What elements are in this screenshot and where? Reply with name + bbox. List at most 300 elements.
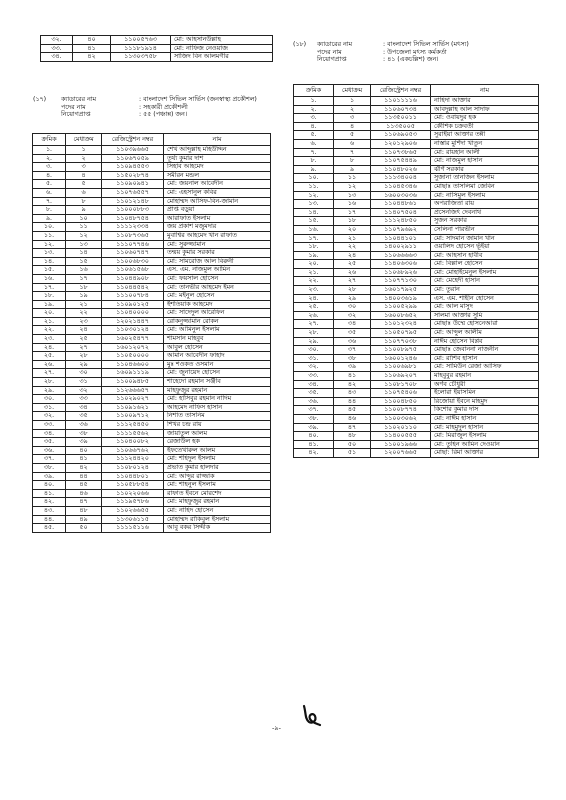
- serial-cell: ৫.: [294, 131, 334, 140]
- name-cell: রোকনুজ্জামান রোকন: [164, 317, 271, 326]
- name-cell: মো: জুনায়েদ হোসেন: [164, 369, 271, 378]
- name-cell: মো: মাহফুজুর রহমান: [164, 498, 271, 507]
- merit-cell: ১৩: [334, 191, 371, 200]
- name-cell: রিজোয়া ইবনে মাহমুদ: [431, 397, 539, 406]
- name-cell: মো: রায়হান আলী: [431, 148, 539, 157]
- name-cell: জয় প্রকাশ মজুমদার: [164, 223, 271, 232]
- serial-cell: ২৫.: [33, 352, 66, 361]
- name-cell: অপরাজিতা রায়: [431, 200, 539, 209]
- serial-cell: ২৩.: [294, 286, 334, 295]
- merit-cell: ৩০: [334, 303, 371, 312]
- merit-cell: ৯: [334, 165, 371, 174]
- registration-cell: ১১০৭৯৬৯২: [371, 225, 431, 234]
- name-cell: সুজানা তানজিন ইসলাম: [431, 174, 539, 183]
- name-cell: মো: নাহিদ হোসেন: [164, 506, 271, 515]
- post-label: পদের নাম: [317, 48, 342, 56]
- merit-cell: ৩৪: [66, 403, 102, 412]
- serial-cell: ২৭.: [33, 369, 66, 378]
- registration-cell: ১১৪০৬৩০৬: [371, 260, 431, 269]
- serial-cell: ৪২.: [33, 498, 66, 507]
- name-cell: মো: রাশিব হাসান: [431, 354, 539, 363]
- table-row: [294, 131, 539, 140]
- registration-cell: ১১০৭৩৮৬৫: [371, 148, 431, 157]
- table-row: [33, 489, 271, 498]
- serial-cell: ২৯.: [33, 386, 66, 395]
- merit-cell: ২৭: [66, 343, 102, 352]
- merit-cell: ৪১: [334, 372, 371, 381]
- name-cell: তন্ময় কুমার সরকার: [164, 249, 271, 258]
- name-cell: মো: নাঈম হাসান: [431, 414, 539, 423]
- merit-cell: ৪৫: [334, 406, 371, 415]
- table-row: [33, 438, 271, 447]
- registration-cell: ১৬০০৩০৩৬: [371, 191, 431, 200]
- table-row: [33, 197, 271, 206]
- merit-cell: ২৩: [66, 317, 102, 326]
- merit-cell: ১১: [66, 223, 102, 232]
- table-row: [33, 343, 271, 352]
- registration-cell: ১১১০০৭৮৪: [102, 292, 164, 301]
- table-row: [294, 372, 539, 381]
- merit-cell: ৫১: [334, 449, 371, 458]
- serial-cell: ৬.: [294, 139, 334, 148]
- section-17-table: [32, 133, 271, 533]
- table-row: [294, 414, 539, 423]
- post-value: : সহকারী প্রকৌশলী: [139, 103, 188, 111]
- registration-cell: ১১০৪৫৩৪৬: [371, 182, 431, 191]
- serial-cell: ১.: [33, 146, 66, 155]
- serial-cell: ১.: [294, 97, 334, 106]
- registration-cell: ১১০৮১৭০৮: [371, 380, 431, 389]
- serial-cell: ১৪.: [294, 208, 334, 217]
- registration-cell: ১৬০০১২৪৬: [371, 354, 431, 363]
- name-cell: প্রাপ্ত বড়ুয়া: [164, 206, 271, 215]
- registration-cell: ১১৩০৩৭৫৮: [111, 53, 171, 62]
- serial-cell: ৩৯.: [33, 472, 66, 481]
- table-row: [294, 303, 539, 312]
- name-cell: সুরাইয়া আক্তার তন্নী: [431, 131, 539, 140]
- table-row: [294, 406, 539, 415]
- cadre-label: ক্যাডারের নাম: [317, 41, 353, 48]
- serial-cell: ১৩.: [33, 249, 66, 258]
- registration-cell: ১২০০৭৬৬৫: [371, 449, 431, 458]
- registration-cell: ১১০১২৩২৪: [371, 320, 431, 329]
- table-row: [33, 300, 271, 309]
- merit-cell: ৪: [334, 122, 371, 131]
- table-row: [33, 515, 271, 524]
- serial-cell: ১৮.: [33, 292, 66, 301]
- serial-cell: ৩৬.: [294, 397, 334, 406]
- table-row: [294, 139, 539, 148]
- table-row: [294, 423, 539, 432]
- registration-cell: ১১০০৪৮৫০: [371, 397, 431, 406]
- name-cell: এস. এম. শাহীন হোসেন: [431, 294, 539, 303]
- section-18-meta: [293, 41, 469, 64]
- merit-cell: ৪৬: [334, 414, 371, 423]
- serial-cell: ৩৫.: [33, 438, 66, 447]
- registration-cell: ১১০৬৬৬৬৩: [371, 251, 431, 260]
- merit-cell: ২৮: [334, 286, 371, 295]
- registration-cell: ১১০০৮৯৭৫: [371, 346, 431, 355]
- name-cell: শিখর চন্দ্র রায়: [164, 421, 271, 430]
- serial-cell: ৪০.: [33, 481, 66, 490]
- registration-cell: ১১১১৫৫৬২: [102, 429, 164, 438]
- header-serial: ক্রমিক: [33, 134, 66, 146]
- registration-cell: ১১০৬০৭৩৪: [371, 105, 431, 114]
- table-row: [33, 360, 271, 369]
- header-merit: মেধাক্রম: [334, 85, 371, 97]
- merit-cell: ২: [66, 154, 102, 163]
- registration-cell: ১১০০৯৭১২: [102, 412, 164, 421]
- merit-cell: ১: [66, 146, 102, 155]
- serial-cell: ৩৮.: [294, 414, 334, 423]
- table-row: [294, 225, 539, 234]
- registration-cell: ১১০৯১৬২১: [102, 403, 164, 412]
- serial-cell: ১০.: [33, 223, 66, 232]
- serial-cell: ৬.: [33, 188, 66, 197]
- merit-cell: ৫০: [66, 524, 102, 533]
- name-cell: নিশাত তাসনিম: [164, 412, 271, 421]
- merit-cell: ৩: [334, 114, 371, 123]
- registration-cell: ১১১১৫১১৬: [102, 524, 164, 533]
- name-cell: আমান আবেদীন ফাহাদ: [164, 352, 271, 361]
- page-number: -৯-: [272, 724, 281, 732]
- serial-cell: ২৩.: [33, 335, 66, 344]
- merit-cell: ১৪: [66, 249, 102, 258]
- registration-cell: ১১০৬৮৯২৬: [371, 268, 431, 277]
- registration-cell: ১১১২৪৪২০: [102, 455, 164, 464]
- registration-cell: ১১০৮৭৩৬৫: [102, 231, 164, 240]
- table-row: [294, 363, 539, 372]
- name-cell: মো: সামরোজ আল বিরুনী: [164, 257, 271, 266]
- merit-cell: ৪৮: [334, 432, 371, 441]
- table-row: [33, 326, 271, 335]
- serial-cell: ৮.: [294, 157, 334, 166]
- registration-cell: ১১০৪৪১০১: [371, 234, 431, 243]
- name-cell: নাস্তার মুর্শিদা খাতুন: [431, 139, 539, 148]
- name-cell: সালমা আক্তার সুমি: [431, 311, 539, 320]
- name-cell: জায়াতুল আলম: [164, 429, 271, 438]
- serial-cell: ৩১.: [294, 354, 334, 363]
- name-cell: অর্ণব চৌধুরী: [431, 380, 539, 389]
- table-row: [33, 283, 271, 292]
- serial-cell: ৩০.: [294, 346, 334, 355]
- name-cell: মাহবুবুর রহমান: [431, 372, 539, 381]
- registration-cell: ১১০০৮৭৭৪: [371, 406, 431, 415]
- serial-cell: ১৯.: [294, 251, 334, 260]
- registration-cell: ১১০০৫৭৬৩: [111, 36, 171, 45]
- name-cell: মোছাঃ উম্মে হোসনেআরা: [431, 320, 539, 329]
- name-cell: এস. এম. নাজমুল আমিন: [164, 266, 271, 275]
- serial-cell: ২৫.: [294, 303, 334, 312]
- merit-cell: ৩২: [334, 311, 371, 320]
- name-cell: মো: মোহাইমেনুল ইসলাম: [431, 268, 539, 277]
- registration-cell: ১১০৬৯২০৭: [371, 372, 431, 381]
- registration-cell: ১২০১২৯০৬: [371, 139, 431, 148]
- table-row: [33, 317, 271, 326]
- serial-cell: ১১.: [294, 182, 334, 191]
- table-row: [294, 389, 539, 398]
- name-cell: মো: শহিদুল ইসলাম: [164, 455, 271, 464]
- serial-cell: ৪৩.: [33, 506, 66, 515]
- serial-cell: ২২.: [33, 326, 66, 335]
- table-row: [294, 294, 539, 303]
- serial-cell: ৪২.: [294, 449, 334, 458]
- registration-cell: ১১৪০৭৫০৪: [371, 208, 431, 217]
- registration-cell: ১১১১২৩৩৪: [102, 223, 164, 232]
- table-row: [33, 412, 271, 421]
- table-row: [294, 286, 539, 295]
- appointed-value: : ৪১ (একচল্লিশ) জন।: [383, 56, 439, 63]
- table-row: [294, 200, 539, 209]
- merit-cell: ১৮: [66, 283, 102, 292]
- registration-cell: ১১০৪০০০০: [102, 309, 164, 318]
- name-cell: শাহেদো রহমান সঞ্জীব: [164, 378, 271, 387]
- name-cell: মোছাঃ জেবাননা নাজনীন: [431, 346, 539, 355]
- table-row: [294, 234, 539, 243]
- serial-cell: ২১.: [33, 317, 66, 326]
- table-row: [33, 309, 271, 318]
- merit-cell: ৫০: [334, 440, 371, 449]
- serial-cell: ২২.: [294, 277, 334, 286]
- merit-cell: ১২: [66, 231, 102, 240]
- name-cell: মো: সুরুজ্জামান: [164, 240, 271, 249]
- registration-cell: ১১০৭৭১৩০: [371, 277, 431, 286]
- merit-cell: ৪০: [73, 36, 111, 45]
- name-cell: মো: শাহনুল ইসলাম: [164, 481, 271, 490]
- table-row: [41, 53, 273, 62]
- merit-cell: ৩৪: [334, 320, 371, 329]
- table-row: [294, 354, 539, 363]
- merit-cell: ৪৭: [66, 498, 102, 507]
- merit-cell: ১৩: [66, 240, 102, 249]
- table-row: [33, 335, 271, 344]
- registration-cell: ১১০৬১৫৬৮: [102, 266, 164, 275]
- serial-cell: ৮.: [33, 206, 66, 215]
- table-row: [33, 171, 271, 180]
- serial-cell: ৩২.: [33, 412, 66, 421]
- table-row: [294, 260, 539, 269]
- table-row: [294, 449, 539, 458]
- name-cell: মো: সাদমান জামান খান: [431, 234, 539, 243]
- merit-cell: ৩৯: [66, 438, 102, 447]
- merit-cell: ৮: [334, 157, 371, 166]
- table-row: [294, 122, 539, 131]
- cadre-value: : বাংলাদেশ সিভিল সার্ভিস (মৎস্য): [383, 41, 469, 48]
- registration-cell: ১১০৭৭০৩৮: [371, 337, 431, 346]
- registration-cell: ১১০০৬৯৮১: [371, 363, 431, 372]
- merit-cell: ১০: [66, 214, 102, 223]
- serial-cell: ৩৮.: [33, 463, 66, 472]
- table-row: [294, 105, 539, 114]
- registration-cell: ১৬০৯১১১৯: [102, 369, 164, 378]
- serial-cell: ৩৪.: [294, 380, 334, 389]
- merit-cell: ৪০: [66, 446, 102, 455]
- registration-cell: ১২০২১৪৪৭: [102, 317, 164, 326]
- table-row: [33, 249, 271, 258]
- serial-cell: ৪০.: [294, 432, 334, 441]
- registration-cell: ১১০৬০৭৪৭: [102, 249, 164, 258]
- merit-cell: ১৬: [66, 266, 102, 275]
- merit-cell: ৩৫: [334, 329, 371, 338]
- appointed-value: : ৫৫ (পঞ্চান্ন) জন।: [139, 111, 188, 118]
- merit-cell: ২৫: [66, 335, 102, 344]
- table-row: [33, 524, 271, 533]
- serial-cell: ৯.: [294, 165, 334, 174]
- name-cell: মো: মইনুল হোসেন: [164, 292, 271, 301]
- merit-cell: ৫: [334, 131, 371, 140]
- name-cell: সুজন সরকার: [431, 217, 539, 226]
- name-cell: প্রভাত কুমার হালদার: [164, 463, 271, 472]
- table-row: [294, 97, 539, 106]
- serial-cell: ২৭.: [294, 320, 334, 329]
- serial-cell: ৩৬.: [33, 446, 66, 455]
- name-cell: নাহিদা আক্তার: [431, 97, 539, 106]
- registration-cell: ১৬০১৭৯২৫: [371, 286, 431, 295]
- name-cell: মো: নাসিমুল ইসলাম: [431, 191, 539, 200]
- registration-cell: ১১১২৫৪৫০: [102, 421, 164, 430]
- name-cell: মো: তুহিন আমিন দেওয়ান: [431, 440, 539, 449]
- serial-cell: ২৪.: [33, 343, 66, 352]
- name-cell: মো: ফয়সাল হোসেন: [164, 274, 271, 283]
- serial-cell: ১৭.: [294, 234, 334, 243]
- name-cell: মো: মিরাজুল ইসলাম: [431, 432, 539, 441]
- name-cell: মো: হাসিবুর রহমান নাদিম: [164, 395, 271, 404]
- name-cell: মো: আব্দুর রাজ্জাক: [164, 472, 271, 481]
- merit-cell: ৩৫: [66, 412, 102, 421]
- merit-cell: ৪২: [66, 463, 102, 472]
- serial-cell: ৭.: [33, 197, 66, 206]
- table-row: [294, 329, 539, 338]
- merit-cell: ৪৫: [66, 481, 102, 490]
- table-row: [33, 429, 271, 438]
- name-cell: ঝঁর্ণি সরকার: [431, 165, 539, 174]
- table-row: [33, 386, 271, 395]
- name-cell: কিশোর কুমার দাস: [431, 406, 539, 415]
- table-row: [33, 231, 271, 240]
- table-row: [33, 352, 271, 361]
- name-cell: সেলিনা পারভীন: [431, 225, 539, 234]
- table-row: [294, 148, 539, 157]
- table-row: [294, 165, 539, 174]
- merit-cell: ৩৯: [334, 363, 371, 372]
- merit-cell: ৬: [334, 139, 371, 148]
- table-row: [33, 378, 271, 387]
- serial-cell: ২৮.: [33, 378, 66, 387]
- serial-cell: ৩৯.: [294, 423, 334, 432]
- continuation-table: [40, 35, 273, 62]
- registration-cell: ১১০৬৭০৫৯: [102, 154, 164, 163]
- merit-cell: ৯: [66, 206, 102, 215]
- registration-cell: ১১০০১৯৬৬: [371, 440, 431, 449]
- name-cell: কৌশিক চক্রবর্তী: [431, 122, 539, 131]
- table-row: [33, 455, 271, 464]
- registration-cell: ১১০৪৮৭৫৪: [102, 214, 164, 223]
- table-row: [33, 472, 271, 481]
- name-cell: মুবাশ্বির আহমেদ খান রাফাত: [164, 231, 271, 240]
- name-cell: মো: নাজমুল হাসান: [431, 157, 539, 166]
- merit-cell: ২১: [66, 300, 102, 309]
- registration-cell: ১১০৯৪৫৫৩: [102, 163, 164, 172]
- table-row: [33, 506, 271, 515]
- merit-cell: ১৭: [66, 274, 102, 283]
- merit-cell: ৩৬: [334, 337, 371, 346]
- merit-cell: ২৮: [66, 352, 102, 361]
- serial-cell: ২০.: [33, 309, 66, 318]
- table-row: [294, 346, 539, 355]
- name-cell: তূর্য্য কুমার দাশ: [164, 154, 271, 163]
- serial-cell: ৪.: [33, 171, 66, 180]
- table-row: [294, 251, 539, 260]
- name-cell: মো: বিল্লাল হোসেন: [431, 260, 539, 269]
- table-row: [294, 432, 539, 441]
- table-row: [33, 421, 271, 430]
- merit-cell: ১৭: [334, 208, 371, 217]
- serial-cell: ১৪.: [33, 257, 66, 266]
- registration-cell: ১১০০৬৮৩০: [102, 257, 164, 266]
- registration-cell: ১১০৭৫৪০৬: [371, 389, 431, 398]
- registration-cell: ১১০৬৬৭৬২: [102, 446, 164, 455]
- registration-cell: ১১১২৪৮৫০: [371, 217, 431, 226]
- name-cell: মোছা: রিমা আক্তার: [431, 449, 539, 458]
- header-registration: রেজিস্ট্রেশন নম্বর: [102, 134, 164, 146]
- serial-cell: ১৫.: [294, 217, 334, 226]
- merit-cell: ৩: [66, 163, 102, 172]
- name-cell: মাহফুজুর রহমান: [164, 386, 271, 395]
- serial-cell: ৪.: [294, 122, 334, 131]
- merit-cell: ৪৭: [334, 423, 371, 432]
- merit-cell: ৭: [334, 148, 371, 157]
- table-row: [33, 403, 271, 412]
- registration-cell: ১১০৩০১২৪: [102, 326, 164, 335]
- serial-cell: ৭.: [294, 148, 334, 157]
- merit-cell: ৩৬: [66, 421, 102, 430]
- table-row: [33, 240, 271, 249]
- post-value: : উপজেলা মৎস্য কর্মকর্তা: [383, 48, 447, 56]
- name-cell: মো: ওবায়দুর হক: [431, 114, 539, 123]
- serial-cell: ৩.: [33, 163, 66, 172]
- name-cell: সাজিদ বিন আলমগীর: [171, 53, 273, 62]
- serial-cell: ৩৭.: [294, 406, 334, 415]
- name-cell: মো: আল মাসুদ: [431, 303, 539, 312]
- registration-cell: ১১৫০২৮৭৪: [102, 171, 164, 180]
- name-cell: মোহাম্মদ রাকিবুল ইসলাম: [164, 515, 271, 524]
- merit-cell: ৪২: [334, 380, 371, 389]
- name-cell: মো: মেহেদী হাসান: [431, 277, 539, 286]
- registration-cell: ১১২৬৬৬৫৭: [102, 386, 164, 395]
- table-row: [41, 36, 273, 45]
- name-cell: নাঈম হোসেন বিপ্লব: [431, 337, 539, 346]
- serial-cell: ৩৪.: [33, 429, 66, 438]
- merit-cell: ২৭: [334, 277, 371, 286]
- merit-cell: ৪৪: [66, 472, 102, 481]
- merit-cell: ১৬: [334, 200, 371, 209]
- merit-cell: ৩৮: [66, 429, 102, 438]
- name-cell: মোছাঃ তাসলিমা জেবিন: [431, 182, 539, 191]
- registration-cell: ১১০২০১১০: [371, 423, 431, 432]
- table-row: [294, 397, 539, 406]
- serial-cell: ৩৪.: [41, 53, 73, 62]
- name-cell: আহমেদ নাফিস হাসান: [164, 403, 271, 412]
- name-cell: মো: আহসানউল্লাহ: [171, 36, 273, 45]
- serial-cell: ১৯.: [33, 300, 66, 309]
- appointed-label: নিয়োগপ্রাপ্ত: [61, 111, 91, 118]
- name-cell: মো: আব্দুল আলীম: [431, 329, 539, 338]
- table-row: [33, 146, 271, 155]
- name-cell: মুঃ শওকত ওসমান: [164, 360, 271, 369]
- merit-cell: ৩৮: [334, 354, 371, 363]
- table-row: [294, 243, 539, 252]
- table-row: [294, 440, 539, 449]
